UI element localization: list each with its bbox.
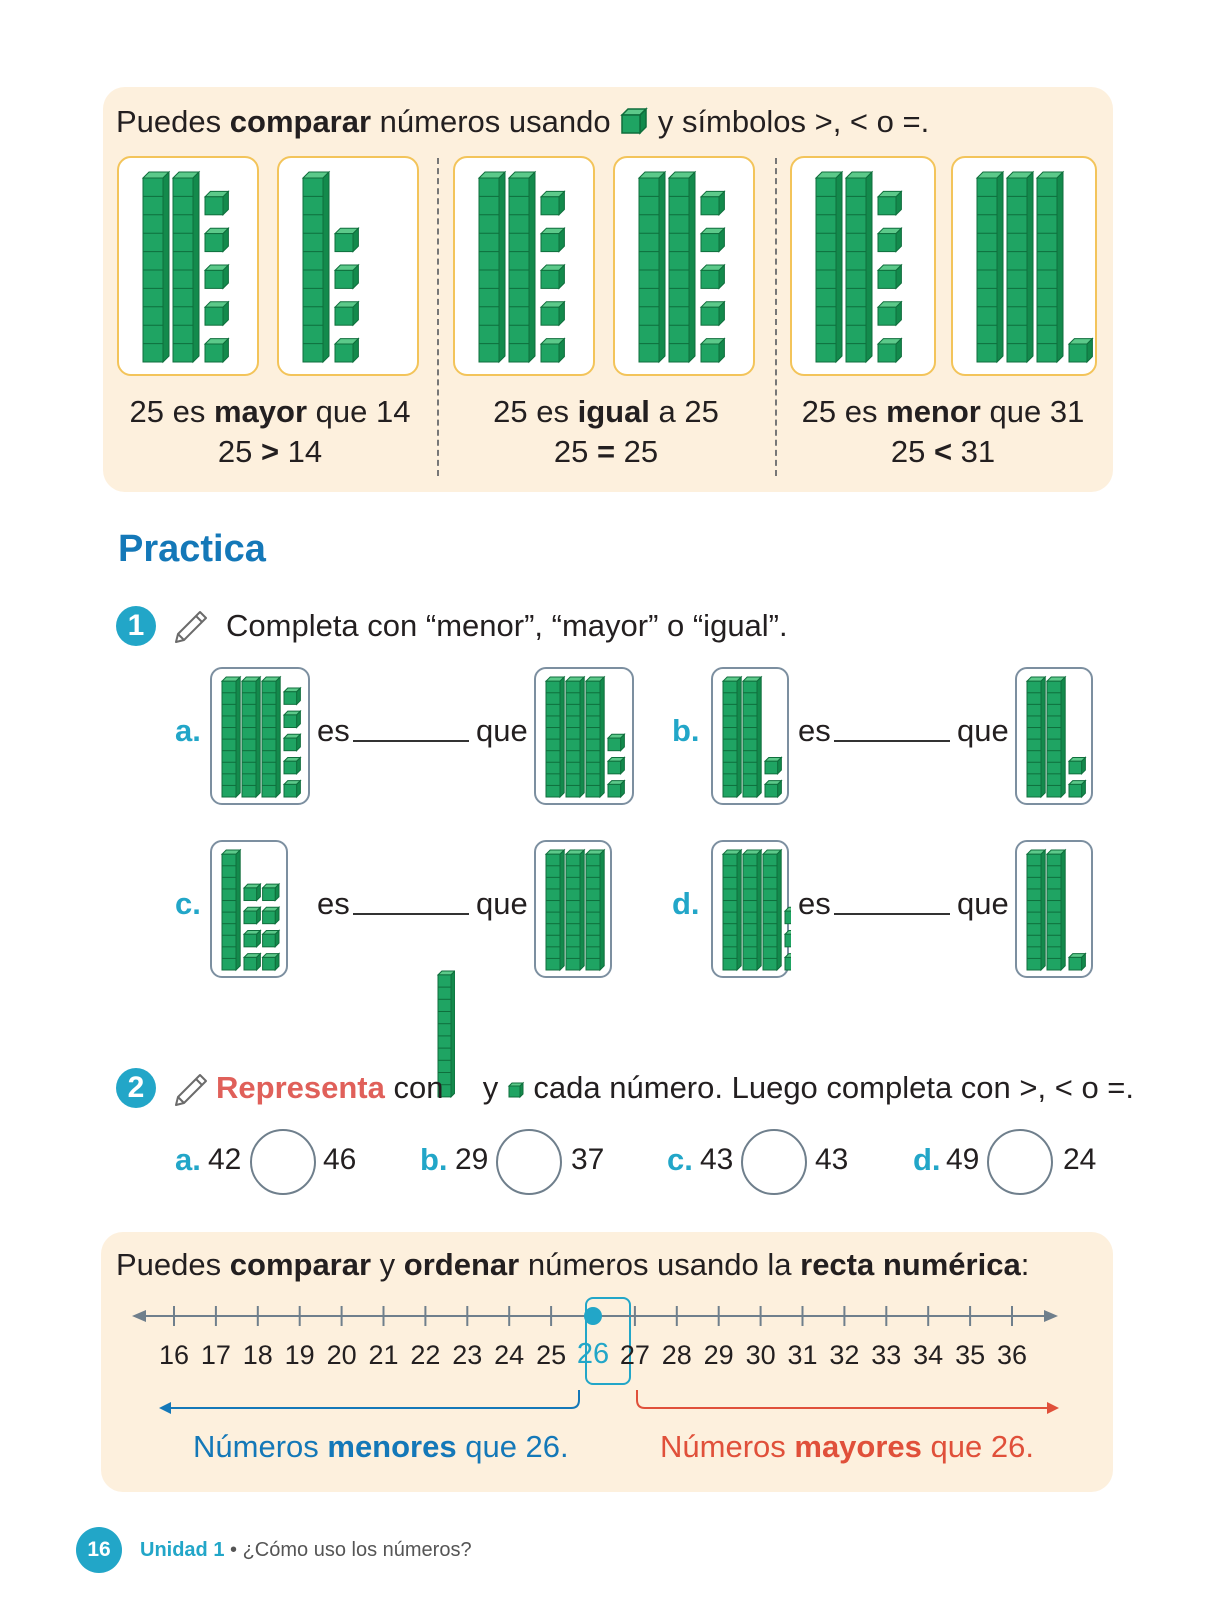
unit-cube bbox=[785, 930, 791, 946]
item-a-right-blocks bbox=[534, 667, 634, 805]
tick-label: 27 bbox=[619, 1340, 650, 1370]
item-b-right-blocks bbox=[1015, 667, 1093, 805]
unit-cube bbox=[1069, 954, 1085, 970]
ten-rod bbox=[586, 850, 604, 970]
word-es: es bbox=[317, 713, 350, 748]
unit-cube bbox=[244, 930, 260, 946]
ten-rod bbox=[1047, 850, 1065, 970]
compare-symbol-circle-c[interactable] bbox=[741, 1129, 807, 1195]
compare-letter: d. bbox=[913, 1142, 941, 1177]
tick-label: 32 bbox=[829, 1340, 860, 1370]
ten-rod bbox=[1047, 677, 1065, 797]
number-line-intro: Puedes comparar y ordenar números usando la recta numérica: bbox=[116, 1247, 1030, 1282]
compare-symbol-circle-d[interactable] bbox=[987, 1129, 1053, 1195]
unit-cube bbox=[701, 339, 724, 362]
tick-label: 35 bbox=[955, 1340, 986, 1370]
unit-cube bbox=[878, 265, 901, 288]
example-3-right-card bbox=[951, 156, 1097, 376]
unit-cube bbox=[785, 954, 791, 970]
compare-left-number: 29 bbox=[455, 1143, 489, 1176]
compare-left-number: 49 bbox=[946, 1143, 980, 1176]
ten-rod bbox=[143, 172, 169, 362]
unit-cube bbox=[284, 734, 300, 750]
compare-right-number: 24 bbox=[1063, 1143, 1097, 1176]
unit-cube bbox=[608, 734, 624, 750]
ten-rod bbox=[723, 850, 741, 970]
unit-cube bbox=[263, 954, 279, 970]
word-que: que bbox=[476, 713, 528, 748]
item-letter: b. bbox=[672, 713, 700, 748]
tick-label: 29 bbox=[703, 1340, 734, 1370]
unit-cube bbox=[1069, 781, 1085, 797]
tick-label: 26 bbox=[576, 1338, 610, 1370]
unit-cube-icon bbox=[619, 106, 649, 136]
practice-title: Practica bbox=[118, 528, 266, 570]
word-que: que bbox=[476, 886, 528, 921]
divider bbox=[775, 158, 777, 476]
exercise-1-number: 1 bbox=[116, 606, 156, 646]
unit-cube bbox=[244, 884, 260, 900]
item-d-left-blocks bbox=[711, 840, 789, 978]
unit-cube bbox=[608, 781, 624, 797]
item-letter: a. bbox=[175, 713, 201, 748]
exercise-2-number: 2 bbox=[116, 1068, 156, 1108]
exercise-2-instruction: Representa con y cada número. Luego completa con >, < o =. bbox=[216, 1070, 1135, 1105]
word-es: es bbox=[317, 886, 350, 921]
unit-cube bbox=[284, 781, 300, 797]
ten-rod bbox=[546, 850, 564, 970]
ten-rod bbox=[262, 677, 280, 797]
tick-label: 16 bbox=[158, 1340, 190, 1370]
unit-cube bbox=[541, 228, 564, 251]
item-letter: c. bbox=[175, 886, 201, 921]
ten-rod bbox=[723, 677, 741, 797]
example-2-left-card bbox=[453, 156, 595, 376]
example-3-caption: 25 es menor que 31 25 < 31 bbox=[801, 394, 1085, 469]
item-c-right-blocks bbox=[534, 840, 612, 978]
unit-cube bbox=[244, 907, 260, 923]
ten-rod bbox=[242, 677, 260, 797]
pencil-icon bbox=[172, 1067, 212, 1107]
unit-cube bbox=[335, 265, 358, 288]
example-1-right-card bbox=[277, 156, 419, 376]
unit-cube bbox=[263, 884, 279, 900]
compare-letter: c. bbox=[667, 1142, 693, 1177]
ten-rod bbox=[222, 677, 240, 797]
ten-rod bbox=[846, 172, 872, 362]
compare-left-number: 42 bbox=[208, 1143, 242, 1176]
unit-cube bbox=[878, 228, 901, 251]
ten-rod bbox=[639, 172, 665, 362]
word-que: que bbox=[957, 886, 1009, 921]
ten-rod bbox=[566, 850, 584, 970]
answer-blank-d[interactable] bbox=[834, 913, 950, 915]
tick-label: 31 bbox=[787, 1340, 818, 1370]
ten-rod bbox=[509, 172, 535, 362]
tick-label: 20 bbox=[326, 1340, 357, 1370]
tick-label: 25 bbox=[536, 1340, 567, 1370]
unit-cube bbox=[284, 711, 300, 727]
ten-rod bbox=[303, 172, 329, 362]
compare-letter: a. bbox=[175, 1142, 201, 1177]
unit-cube bbox=[765, 781, 781, 797]
arrow-right-head bbox=[1044, 1310, 1058, 1322]
unit-cube bbox=[335, 302, 358, 325]
compare-right-number: 46 bbox=[323, 1143, 357, 1176]
divider bbox=[437, 158, 439, 476]
unit-cube bbox=[1069, 339, 1092, 362]
less-than-label: Números menores que 26. bbox=[193, 1429, 569, 1464]
ten-rod bbox=[743, 850, 761, 970]
highlight-point bbox=[584, 1307, 602, 1325]
example-2-right-card bbox=[613, 156, 755, 376]
item-d-right-blocks bbox=[1015, 840, 1093, 978]
intro-text: Puedes comparar números usando y símbolos >, < o =. bbox=[116, 104, 930, 139]
item-letter: d. bbox=[672, 886, 700, 921]
example-2-caption: 25 es igual a 25 25 = 25 bbox=[493, 394, 719, 469]
unit-cube bbox=[878, 302, 901, 325]
word-que: que bbox=[957, 713, 1009, 748]
answer-blank-b[interactable] bbox=[834, 740, 950, 742]
compare-left-number: 43 bbox=[700, 1143, 734, 1176]
answer-blank-c[interactable] bbox=[353, 913, 469, 915]
tick-label: 19 bbox=[284, 1340, 315, 1370]
item-b-left-blocks bbox=[711, 667, 789, 805]
tick-label: 22 bbox=[410, 1340, 441, 1370]
unit-cube bbox=[701, 228, 724, 251]
tick-label: 24 bbox=[494, 1340, 525, 1370]
ten-rod bbox=[763, 850, 781, 970]
unit-cube bbox=[284, 688, 300, 704]
compare-symbol-circle-a[interactable] bbox=[250, 1129, 316, 1195]
tick-label: 30 bbox=[745, 1340, 776, 1370]
unit-cube bbox=[541, 265, 564, 288]
tick-label: 36 bbox=[996, 1340, 1028, 1370]
greater-than-arrow bbox=[633, 1388, 1063, 1418]
ten-rod bbox=[1037, 172, 1063, 362]
unit-cube bbox=[765, 757, 781, 773]
footer-unit: Unidad 1 • ¿Cómo uso los números? bbox=[140, 1539, 472, 1561]
tick-label: 23 bbox=[452, 1340, 483, 1370]
word-es: es bbox=[798, 713, 831, 748]
tick-label: 28 bbox=[661, 1340, 692, 1370]
unit-cube bbox=[205, 265, 228, 288]
ten-rod bbox=[669, 172, 695, 362]
compare-symbol-circle-b[interactable] bbox=[496, 1129, 562, 1195]
tick-label: 17 bbox=[200, 1340, 231, 1370]
tick-label: 21 bbox=[368, 1340, 399, 1370]
unit-cube bbox=[244, 954, 260, 970]
unit-cube bbox=[541, 339, 564, 362]
item-a-left-blocks bbox=[210, 667, 310, 805]
unit-cube bbox=[541, 302, 564, 325]
unit-cube bbox=[878, 191, 901, 214]
pencil-icon bbox=[172, 604, 212, 644]
unit-cube bbox=[205, 339, 228, 362]
unit-cube bbox=[701, 265, 724, 288]
ten-rod bbox=[546, 677, 564, 797]
ten-rod bbox=[222, 850, 240, 970]
tick-label: 18 bbox=[242, 1340, 273, 1370]
unit-cube bbox=[608, 757, 624, 773]
page-number: 16 bbox=[76, 1527, 122, 1573]
unit-cube bbox=[785, 907, 791, 923]
ten-rod bbox=[743, 677, 761, 797]
word-es: es bbox=[798, 886, 831, 921]
unit-cube bbox=[335, 339, 358, 362]
unit-cube bbox=[541, 191, 564, 214]
ten-rod bbox=[977, 172, 1003, 362]
ten-rod bbox=[1027, 850, 1045, 970]
ten-rod bbox=[1027, 677, 1045, 797]
unit-cube bbox=[263, 907, 279, 923]
unit-cube bbox=[335, 228, 358, 251]
unit-cube bbox=[205, 191, 228, 214]
item-c-left-blocks bbox=[210, 840, 288, 978]
arrow-left-head bbox=[132, 1310, 146, 1322]
unit-cube-icon bbox=[507, 1081, 525, 1099]
compare-letter: b. bbox=[420, 1142, 448, 1177]
example-1-left-card bbox=[117, 156, 259, 376]
unit-cube bbox=[205, 228, 228, 251]
unit-cube bbox=[284, 757, 300, 773]
unit-cube bbox=[263, 930, 279, 946]
example-1-caption: 25 es mayor que 14 25 > 14 bbox=[129, 394, 411, 469]
exercise-1-instruction: Completa con “menor”, “mayor” o “igual”. bbox=[226, 608, 788, 643]
tick-label: 34 bbox=[913, 1340, 944, 1370]
unit-cube bbox=[701, 191, 724, 214]
answer-blank-a[interactable] bbox=[353, 740, 469, 742]
ten-rod bbox=[479, 172, 505, 362]
ten-rod bbox=[816, 172, 842, 362]
ten-rod bbox=[173, 172, 199, 362]
unit-cube bbox=[701, 302, 724, 325]
greater-than-label: Números mayores que 26. bbox=[660, 1429, 1034, 1464]
compare-right-number: 37 bbox=[571, 1143, 605, 1176]
ten-rod bbox=[1007, 172, 1033, 362]
example-3-left-card bbox=[790, 156, 936, 376]
ten-rod bbox=[586, 677, 604, 797]
ten-rod bbox=[566, 677, 584, 797]
compare-right-number: 43 bbox=[815, 1143, 849, 1176]
unit-cube bbox=[1069, 757, 1085, 773]
unit-cube bbox=[205, 302, 228, 325]
unit-cube bbox=[878, 339, 901, 362]
less-than-arrow bbox=[155, 1388, 585, 1418]
tick-label: 33 bbox=[871, 1340, 902, 1370]
